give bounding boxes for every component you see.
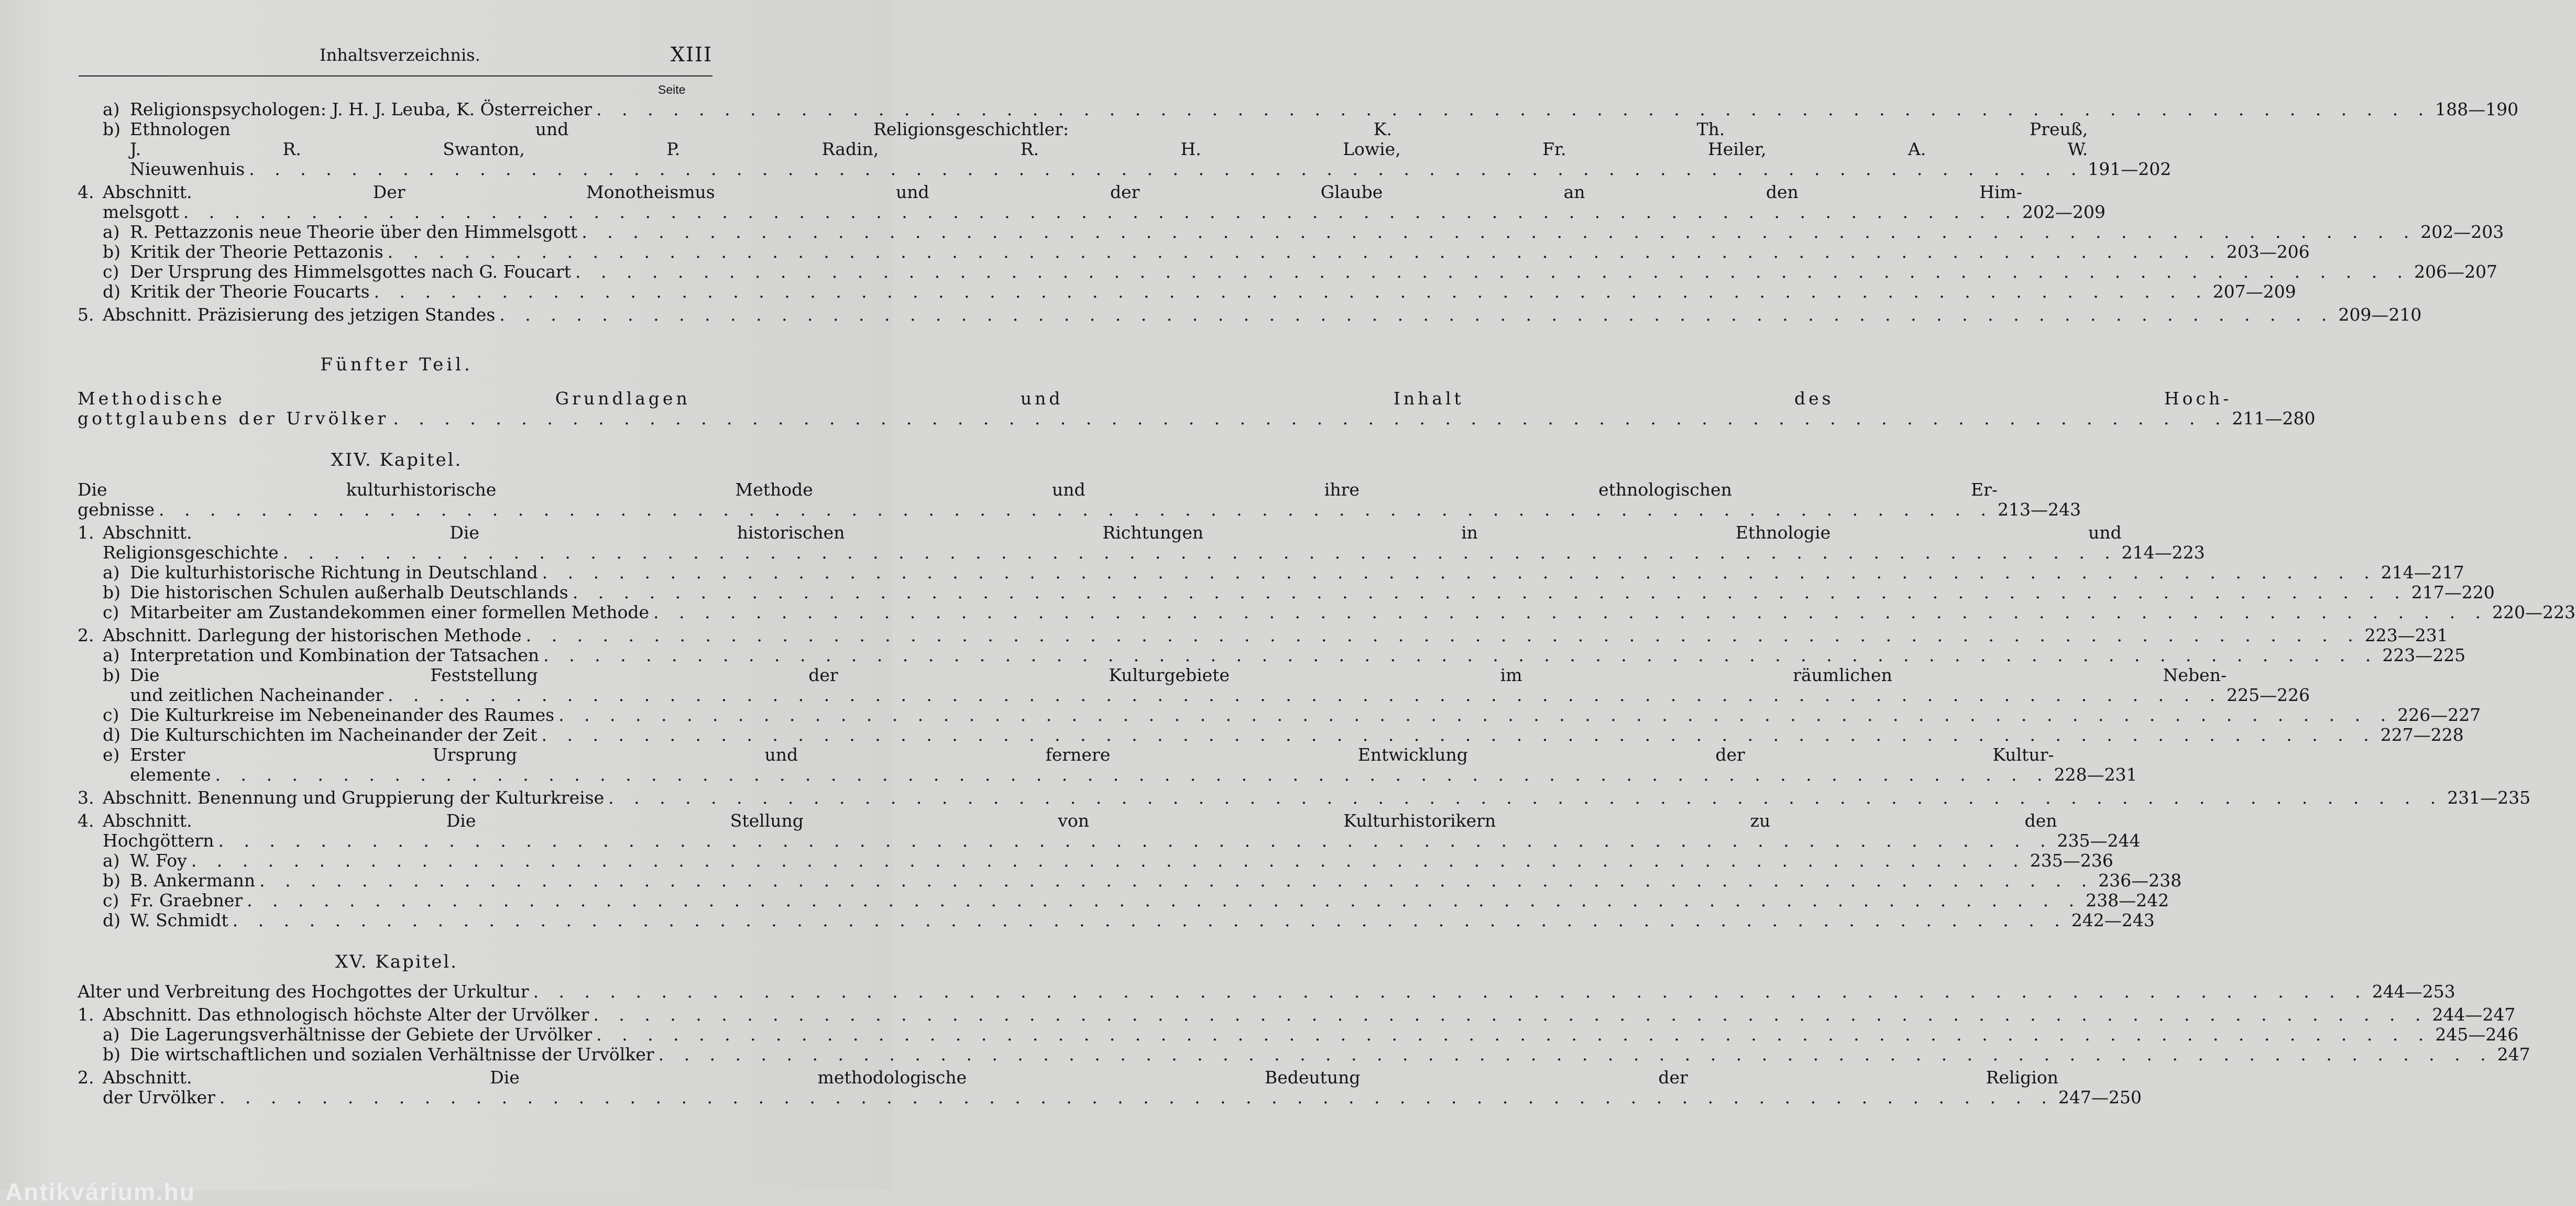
toc-entry-text: Die Kulturkreise im Nebeneinander des Raumes [130,705,555,725]
toc-entry-text: Die historischen Schulen außerhalb Deutschlands [130,582,568,602]
toc-entry [78,665,2310,705]
toc-entry-text: Die Feststellung der Kulturgebiete im räumlichen Neben- [130,665,2227,685]
toc-entry [78,645,2466,665]
dot-leader [215,765,2049,785]
toc-entry-line [130,562,2464,583]
toc-entry-line [103,523,2200,543]
toc-entry-pages: 236—238 [2098,870,2182,891]
toc-entry-body [78,479,2081,520]
toc-entry-body [130,261,2498,282]
dot-leader [233,911,2067,930]
toc-entry-body [103,1004,2516,1025]
toc-entry-label: b) [103,242,120,262]
toc-entry-line [130,764,2137,785]
toc-entry-line [103,304,2422,325]
toc-entry-text: Erster Ursprung und fernere Entwicklung der Kultur- [130,744,2054,765]
toc-entry [78,725,2464,745]
toc-entry-pages: 244—247 [2432,1004,2516,1025]
toc-entry [78,99,2519,119]
toc-entry-body [103,1067,2142,1108]
toc-entry-pages: 223—231 [2364,625,2448,645]
toc-entry-line [130,602,2576,622]
toc-entry-body [130,744,2137,785]
toc-entry-line [78,408,2316,429]
toc-entry-label: a) [103,850,120,871]
toc-entry-line [130,725,2464,745]
toc-entry-label: b) [103,870,120,891]
toc-entry-label: 4. [78,810,94,831]
toc-entry-text: Der Ursprung des Himmelsgottes nach G. Foucart [130,261,571,282]
toc-entry-text: Ethnologen und Religionsgeschichtler: K. Th. Preuß, [130,119,2088,139]
dot-leader [653,602,2488,622]
toc-entry-line [130,582,2495,602]
toc-entry-line [130,910,2155,930]
toc-entry-line [103,787,2531,808]
dot-leader [249,159,2084,179]
toc-entry-text: Abschnitt. Präzisierung des jetzigen Standes [103,304,496,325]
toc-entry-body [130,705,2481,725]
chapter-15-heading [78,981,2456,1002]
page-number: XIII [670,43,712,66]
header-rule [79,75,712,76]
toc-entry-label: a) [103,562,120,583]
toc-entry-pages: 247—250 [2058,1087,2142,1108]
toc-entry-text: Alter und Verbreitung des Hochgottes der Urkultur [78,981,529,1002]
toc-entry [78,787,2531,808]
toc-entry-pages: 231—235 [2447,787,2531,808]
toc-entry [78,1044,2530,1065]
toc-entry-label: a) [103,1024,120,1045]
toc-entry-body [130,725,2464,745]
toc-entry [78,705,2481,725]
dot-leader [542,563,2377,583]
toc-entry-body [130,890,2169,911]
toc-entry-text: elemente [130,764,211,785]
dot-leader [388,242,2222,262]
toc-entry-text: Abschnitt. Die Stellung von Kulturhistorikern zu den [103,810,2057,831]
toc-entry-body [130,910,2155,930]
toc-entry-text: Die Kulturschichten im Nacheinander der Zeit [130,725,538,745]
toc-entry-line [130,685,2310,705]
dot-leader [533,982,2368,1002]
dot-leader [575,262,2410,282]
toc-entry [78,522,2205,563]
toc-entry-body [130,562,2464,583]
toc-entry-text: Religionspsychologen: J. H. J. Leuba, K. Österreicher [130,99,593,119]
toc-entry-label: d) [103,281,120,302]
toc-entry-body [103,182,2106,222]
toc-entry-pages: 227—228 [2380,725,2464,745]
toc-entry-line [103,1004,2516,1025]
toc-entry [78,182,2106,222]
toc-entry-text: Abschnitt. Benennung und Gruppierung der Kulturkreise [103,787,605,808]
toc-entry-text: Kritik der Theorie Foucarts [130,281,370,302]
toc-entry-line [130,1024,2519,1045]
toc-entry-line [78,480,2076,500]
part-title: Fünfter Teil. [320,354,473,375]
toc-entry-label: 2. [78,1067,94,1088]
toc-entry [78,304,2422,325]
toc-entry-line [130,261,2498,282]
toc-entry-line [103,830,2141,851]
toc-entry-text: Abschnitt. Die methodologische Bedeutung der Religion [103,1067,2058,1088]
toc-entry-line [103,202,2106,222]
toc-entry-label: d) [103,910,120,930]
toc-entry-label: e) [103,744,120,765]
toc-entry-body [130,1024,2519,1045]
toc-entry-label: a) [103,222,120,242]
toc-entry-line [130,99,2519,119]
toc-entry [78,119,2172,179]
dot-leader [499,305,2334,325]
toc-entry-label: 1. [78,1004,94,1025]
toc-entry-text: Methodische Grundlagen und Inhalt des Hoch- [78,388,2232,409]
toc-entry-text: Hochgöttern [103,830,214,851]
toc-entry [78,261,2498,282]
toc-entry-body [130,1045,2576,1065]
toc-entry-pages: 203—206 [2226,242,2310,262]
toc-entry-text: Kritik der Theorie Pettazonis [130,242,383,262]
toc-entry-text: Nieuwenhuis [130,159,245,179]
toc-entry-line [78,499,2081,520]
toc-entry-text: W. Foy [130,850,187,871]
toc-entry-text: Abschnitt. Darlegung der historischen Methode [103,625,522,645]
toc-entry [78,222,2504,242]
toc-entry-pages: 223—225 [2382,645,2466,665]
dot-leader [582,222,2416,242]
toc-entry-body [130,870,2182,891]
toc-entry-line [103,542,2205,563]
dot-leader [247,891,2081,911]
page-header [79,45,712,71]
dot-leader [259,871,2094,891]
toc-entry-text: B. Ankermann [130,870,256,891]
toc-entry [78,981,2456,1002]
toc-entry-text: Die Lagerungsverhältnisse der Gebiete der Urvölker [130,1024,593,1045]
dot-leader [393,409,2228,429]
toc-entry [78,562,2464,583]
toc-entry-body [130,242,2310,262]
toc-entry-pages: 202—209 [2022,202,2106,222]
toc-entry-pages: 214—217 [2381,562,2464,583]
dot-leader [191,851,2026,871]
toc-entry-line [130,745,2133,765]
running-title: Inhaltsverzeichnis. [320,45,480,65]
toc-entry-text: W. Schmidt [130,910,228,930]
toc-entry-line [78,389,2310,409]
toc-entry-label: 1. [78,522,94,543]
toc-entry-pages: 235—244 [2057,830,2141,851]
toc-entry-line [130,665,2305,685]
toc-entry [78,744,2137,785]
toc-entry [78,890,2169,911]
toc-entry-line [130,890,2169,911]
toc-entry-label: a) [103,645,120,665]
dot-leader [573,583,2407,602]
toc-entry-text: Mitarbeiter am Zustandekommen einer formellen Methode [130,602,649,622]
dot-leader [220,1088,2054,1108]
toc-entry-body [130,222,2504,242]
chapter-15-entries [78,1004,2530,1108]
toc-entry-text: Abschnitt. Der Monotheismus und der Glaube an den Him- [103,182,2022,202]
dot-leader [596,1025,2431,1045]
toc-entry-body [103,787,2531,808]
toc-entry-pages: 226—227 [2397,705,2481,725]
toc-entry-pages: 191—202 [2088,159,2172,179]
toc-entry-line [130,870,2182,891]
toc-entry-label: c) [103,890,119,911]
toc-entry-line [130,119,2166,139]
toc-entry-label: b) [103,119,120,139]
dot-leader [218,831,2053,851]
toc-entry-body [130,99,2519,119]
toc-entry-line [78,981,2456,1002]
toc-entry-line [130,645,2466,665]
chapter-15-title: XV. Kapitel. [335,951,458,972]
toc-entry-text: gottglaubens der Urvölker [78,408,389,429]
toc-entry-line [130,850,2113,871]
toc-entry-label: b) [103,1044,120,1065]
toc-entry-body [130,281,2296,302]
chapter-14-heading [78,479,2081,520]
toc-entry-body [103,522,2205,563]
toc-entry-text: Fr. Graebner [130,890,243,911]
dot-leader [526,626,2361,645]
toc-entry [78,870,2182,891]
toc-entry-label: c) [103,602,119,622]
toc-entry-pages: 207—209 [2212,281,2296,302]
toc-entry-label: d) [103,725,120,745]
dot-leader [283,543,2118,563]
toc-entry-body [130,602,2576,622]
toc-entry [78,281,2296,302]
toc-entry-text: melsgott [103,202,179,222]
toc-entry-body [130,645,2466,665]
toc-entry [78,242,2310,262]
toc-entry-body [78,388,2316,429]
toc-entry [78,810,2141,851]
toc-entry-pages: 228—231 [2054,764,2137,785]
toc-entry-label: 3. [78,787,94,808]
toc-entry-text: Die wirtschaftlichen und sozialen Verhältnisse der Urvölker [130,1044,654,1065]
toc-entry-body [103,304,2422,325]
dot-leader [183,202,2018,222]
dot-leader [608,788,2443,808]
toc-entry-pages: 188—190 [2435,99,2519,119]
toc-entry-label: 5. [78,304,94,325]
toc-entry-pages: 245—246 [2435,1024,2519,1045]
toc-entry-pages: 225—226 [2227,685,2310,705]
toc-entry [78,479,2081,520]
part-heading [78,388,2316,429]
dot-leader [542,725,2376,745]
toc-entry-line [103,1087,2142,1108]
dot-leader [374,282,2209,302]
toc-entry-line [130,281,2296,302]
toc-entry-text: und zeitlichen Nacheinander [130,685,383,705]
toc-entry-pages: 238—242 [2086,890,2169,911]
toc-entry-label: c) [103,705,119,725]
toc-entry [78,1004,2516,1025]
toc-entry-pages: 247 [2497,1044,2530,1065]
toc-entry-line [130,139,2166,159]
toc-entry [78,850,2113,871]
toc-entry-line [130,222,2504,242]
toc-entry-label: 4. [78,182,94,202]
toc-entry-line [103,625,2448,645]
toc-entry [78,1024,2519,1045]
toc-entry [78,582,2495,602]
toc-entry-body [103,625,2448,645]
watermark: Antikvárium.hu [5,1178,195,1205]
toc-entry-pages: 214—223 [2121,542,2205,563]
toc-entry-label: b) [103,665,120,685]
toc-entry-text: der Urvölker [103,1087,215,1108]
dot-leader [558,705,2393,725]
toc-entry-body [130,582,2495,602]
toc-entry-line [130,159,2172,179]
toc-entry-body [130,665,2310,705]
toc-entry-body [103,810,2141,851]
column-label: Seite [658,83,686,96]
toc-entry-label: 2. [78,625,94,645]
toc-entry-pages: 235—236 [2030,850,2113,871]
toc-entry [78,910,2155,930]
chapter-14-title: XIV. Kapitel. [331,449,463,470]
toc-entry-text: Abschnitt. Die historischen Richtungen in Ethnologie und [103,522,2122,543]
toc-entry-pages: 220—223 [2492,602,2576,622]
toc-entry-label: b) [103,582,120,602]
toc-entry-label: c) [103,261,119,282]
toc-entry [78,1067,2142,1108]
dot-leader [543,645,2378,665]
toc-entry [78,388,2316,429]
toc-entry-pages: 211—280 [2232,408,2316,429]
toc-entry-body [130,850,2113,871]
dot-leader [159,500,1993,520]
toc-entry-line [103,811,2136,831]
dot-leader [659,1045,2493,1065]
dot-leader [593,1005,2428,1025]
toc-entry-line [130,1045,2576,1065]
toc-entry-pages: 217—220 [2411,582,2495,602]
dot-leader [388,685,2222,705]
chapter-14-entries [78,522,2576,930]
toc-entry-text: Abschnitt. Das ethnologisch höchste Alter der Urvölker [103,1004,589,1025]
toc-entry-text: Die kulturhistorische Methode und ihre ethnologischen Er- [78,479,1998,500]
toc-entry-text: R. Pettazzonis neue Theorie über den Himmelsgott [130,222,578,242]
toc-entry-label: a) [103,99,120,119]
toc-entry-text: Die kulturhistorische Richtung in Deutschland [130,562,538,583]
toc-entry-text: J. R. Swanton, P. Radin, R. H. Lowie, Fr. Heiler, A. W. [130,139,2088,159]
table-of-contents [78,99,2576,1108]
toc-entry [78,602,2576,622]
toc-entry-body [78,981,2456,1002]
toc-entry-body [130,119,2172,179]
toc-entry-pages: 242—243 [2071,910,2155,930]
toc-entry-line [130,242,2310,262]
toc-entry-pages: 209—210 [2338,304,2422,325]
toc-entry-text: Interpretation und Kombination der Tatsachen [130,645,540,665]
toc-entry-pages: 244—253 [2372,981,2456,1002]
toc-entry-line [103,182,2101,202]
toc-entry-text: Religionsgeschichte [103,542,279,563]
toc-entry-line [130,705,2481,725]
toc-entry [78,625,2448,645]
toc-entry-pages: 206—207 [2414,261,2498,282]
toc-block-1 [78,99,2519,325]
toc-entry-line [103,1068,2137,1088]
dot-leader [596,100,2431,119]
toc-entry-pages: 202—203 [2420,222,2504,242]
toc-entry-text: gebnisse [78,499,155,520]
toc-entry-pages: 213—243 [1998,499,2081,520]
